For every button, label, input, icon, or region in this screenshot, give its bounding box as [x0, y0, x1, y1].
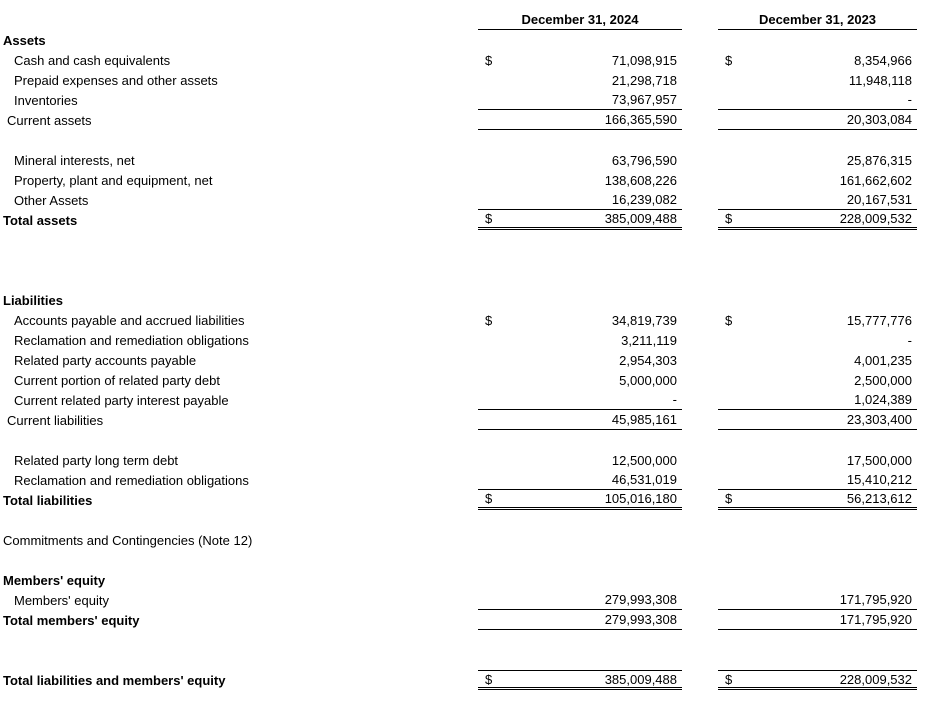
row-label: Reclamation and remediation obligations — [14, 472, 249, 488]
value-cell-2024 — [478, 290, 682, 310]
value-2023: 15,777,776 — [846, 312, 912, 328]
value-2023: 56,213,612 — [846, 491, 912, 506]
value-cell-2024 — [478, 450, 682, 470]
value-2023: 4,001,235 — [854, 352, 912, 368]
row-label: Total members' equity — [3, 612, 140, 628]
currency-symbol-2024: $ — [485, 491, 493, 506]
table-row — [0, 390, 931, 410]
value-cell-2024 — [478, 490, 682, 510]
value-cell-2024 — [478, 70, 682, 90]
row-label: Assets — [3, 32, 46, 48]
spacer-row — [0, 130, 931, 150]
row-label: Inventories — [14, 92, 78, 108]
value-2024: 3,211,119 — [621, 332, 677, 348]
table-row — [0, 490, 931, 510]
value-2024: 166,365,590 — [604, 112, 677, 127]
value-cell-2024 — [478, 350, 682, 370]
value-cell-2023 — [718, 570, 917, 590]
value-cell-2024 — [478, 190, 682, 210]
column-gap — [682, 110, 718, 130]
currency-symbol-2024: $ — [485, 671, 493, 687]
spacer-row — [0, 630, 931, 650]
table-row — [0, 610, 931, 630]
value-cell-2024 — [478, 50, 682, 70]
row-label: Current related party interest payable — [14, 392, 229, 408]
value-cell-2023 — [718, 350, 917, 370]
value-2024: 73,967,957 — [611, 92, 677, 107]
value-cell-2024 — [478, 110, 682, 130]
value-2023: 171,795,920 — [839, 592, 912, 607]
value-2024: 105,016,180 — [604, 491, 677, 506]
value-cell-2023 — [718, 410, 917, 430]
value-cell-2024 — [478, 370, 682, 390]
header-spacer — [0, 10, 478, 30]
column-gap — [682, 590, 718, 610]
value-2023: 228,009,532 — [839, 671, 912, 687]
column-gap — [682, 470, 718, 490]
table-row — [0, 410, 931, 430]
value-cell-2023 — [718, 450, 917, 470]
value-cell-2023 — [718, 50, 917, 70]
value-cell-2024 — [478, 570, 682, 590]
column-gap — [682, 530, 718, 550]
value-cell-2023 — [718, 590, 917, 610]
column-gap — [682, 170, 718, 190]
row-label: Current liabilities — [7, 412, 104, 428]
row-label: Reclamation and remediation obligations — [14, 332, 249, 348]
column-gap — [682, 450, 718, 470]
value-2024: - — [672, 392, 677, 407]
value-2023: 23,303,400 — [846, 412, 912, 427]
row-label: Current assets — [7, 112, 92, 128]
value-2023: 11,948,118 — [848, 72, 912, 88]
column-gap — [682, 290, 718, 310]
value-cell-2024 — [478, 170, 682, 190]
table-row — [0, 670, 931, 690]
row-label: Total liabilities and members' equity — [3, 672, 226, 688]
currency-symbol-2023: $ — [725, 52, 733, 68]
value-2024: 279,993,308 — [604, 612, 677, 627]
column-gap — [682, 670, 718, 690]
currency-symbol-2024: $ — [485, 52, 493, 68]
column-gap — [682, 30, 718, 50]
row-label: Liabilities — [3, 292, 63, 308]
value-2023: 20,303,084 — [846, 112, 912, 127]
value-2024: 45,985,161 — [611, 412, 677, 427]
table-row — [0, 290, 931, 310]
column-gap — [682, 370, 718, 390]
value-2023: 161,662,602 — [839, 172, 912, 188]
table-row — [0, 450, 931, 470]
column-gap — [682, 70, 718, 90]
spacer-row — [0, 550, 931, 570]
row-label: Property, plant and equipment, net — [14, 172, 213, 188]
table-row — [0, 210, 931, 230]
value-2023: 171,795,920 — [839, 612, 912, 627]
column-gap — [682, 10, 718, 30]
value-cell-2024 — [478, 330, 682, 350]
table-row — [0, 370, 931, 390]
value-2024: 279,993,308 — [604, 592, 677, 607]
value-2023: 25,876,315 — [846, 152, 912, 168]
value-cell-2024 — [478, 590, 682, 610]
value-cell-2023 — [718, 30, 917, 50]
table-row — [0, 190, 931, 210]
table-row — [0, 570, 931, 590]
spacer-row — [0, 510, 931, 530]
value-cell-2024 — [478, 470, 682, 490]
spacer-row — [0, 230, 931, 250]
value-cell-2023 — [718, 390, 917, 410]
table-row — [0, 110, 931, 130]
column-gap — [682, 350, 718, 370]
table-row — [0, 470, 931, 490]
currency-symbol-2023: $ — [725, 671, 733, 687]
row-label: Accounts payable and accrued liabilities — [14, 312, 245, 328]
value-2023: 15,410,212 — [846, 472, 912, 487]
value-2023: 20,167,531 — [846, 192, 912, 207]
value-cell-2023 — [718, 530, 917, 550]
value-2023: 8,354,966 — [854, 52, 912, 68]
value-cell-2024 — [478, 30, 682, 50]
value-cell-2023 — [718, 610, 917, 630]
value-2024: 71,098,915 — [611, 52, 677, 68]
currency-symbol-2023: $ — [725, 491, 733, 506]
value-cell-2023 — [718, 190, 917, 210]
value-2023: 2,500,000 — [854, 372, 912, 388]
value-cell-2023 — [718, 470, 917, 490]
col-header-2024: December 31, 2024 — [478, 10, 682, 30]
value-cell-2024 — [478, 410, 682, 430]
table-row — [0, 70, 931, 90]
column-gap — [682, 410, 718, 430]
currency-symbol-2023: $ — [725, 312, 733, 328]
value-2024: 63,796,590 — [611, 152, 677, 168]
table-row — [0, 90, 931, 110]
value-cell-2023 — [718, 110, 917, 130]
value-cell-2023 — [718, 310, 917, 330]
value-2024: 34,819,739 — [611, 312, 677, 328]
value-2024: 2,954,303 — [619, 352, 677, 368]
row-container — [0, 30, 931, 690]
value-cell-2024 — [478, 150, 682, 170]
value-2024: 138,608,226 — [604, 172, 677, 188]
value-2024: 21,298,718 — [611, 72, 677, 88]
row-label: Prepaid expenses and other assets — [14, 72, 218, 88]
row-label: Total liabilities — [3, 492, 93, 508]
row-label: Commitments and Contingencies (Note 12) — [3, 532, 253, 548]
table-row — [0, 330, 931, 350]
table-row — [0, 310, 931, 330]
column-gap — [682, 330, 718, 350]
value-2023: 1,024,389 — [854, 392, 912, 407]
value-2023: 228,009,532 — [839, 211, 912, 226]
column-gap — [682, 50, 718, 70]
row-label: Related party long term debt — [14, 452, 179, 468]
column-gap — [682, 570, 718, 590]
value-cell-2024 — [478, 210, 682, 230]
column-gap — [682, 190, 718, 210]
value-cell-2023 — [718, 290, 917, 310]
value-cell-2024 — [478, 670, 682, 690]
spacer-row — [0, 270, 931, 290]
column-gap — [682, 310, 718, 330]
value-2024: 16,239,082 — [611, 192, 677, 207]
value-cell-2023 — [718, 670, 917, 690]
spacer-row — [0, 250, 931, 270]
value-2024: 12,500,000 — [611, 452, 677, 468]
table-row — [0, 150, 931, 170]
value-cell-2024 — [478, 610, 682, 630]
column-gap — [682, 90, 718, 110]
currency-symbol-2024: $ — [485, 312, 493, 328]
row-label: Cash and cash equivalents — [14, 52, 171, 68]
table-row — [0, 170, 931, 190]
value-2024: 5,000,000 — [619, 372, 677, 388]
column-gap — [682, 490, 718, 510]
table-row — [0, 590, 931, 610]
value-cell-2024 — [478, 530, 682, 550]
row-label: Current portion of related party debt — [14, 372, 220, 388]
row-label: Members' equity — [3, 572, 106, 588]
spacer-row — [0, 650, 931, 670]
currency-symbol-2023: $ — [725, 211, 733, 226]
value-2023: - — [907, 92, 912, 107]
spacer-row — [0, 430, 931, 450]
value-cell-2024 — [478, 310, 682, 330]
column-gap — [682, 210, 718, 230]
row-label: Mineral interests, net — [14, 152, 135, 168]
value-cell-2024 — [478, 90, 682, 110]
value-2024: 46,531,019 — [611, 472, 677, 487]
value-cell-2023 — [718, 370, 917, 390]
value-cell-2023 — [718, 210, 917, 230]
table-row — [0, 50, 931, 70]
value-2024: 385,009,488 — [604, 211, 677, 226]
row-label: Members' equity — [14, 592, 109, 608]
value-cell-2023 — [718, 70, 917, 90]
currency-symbol-2024: $ — [485, 211, 493, 226]
value-2023: 17,500,000 — [846, 452, 912, 468]
value-2024: 385,009,488 — [604, 671, 677, 687]
column-gap — [682, 150, 718, 170]
value-cell-2024 — [478, 390, 682, 410]
table-row — [0, 30, 931, 50]
value-cell-2023 — [718, 490, 917, 510]
value-cell-2023 — [718, 90, 917, 110]
column-gap — [682, 390, 718, 410]
column-gap — [682, 610, 718, 630]
row-label: Other Assets — [14, 192, 89, 208]
value-cell-2023 — [718, 170, 917, 190]
col-header-2023: December 31, 2023 — [718, 10, 917, 30]
value-cell-2023 — [718, 330, 917, 350]
value-2023: - — [907, 332, 912, 348]
table-row — [0, 350, 931, 370]
row-label: Related party accounts payable — [14, 352, 197, 368]
header-row — [0, 10, 931, 30]
row-label: Total assets — [3, 212, 78, 228]
value-cell-2023 — [718, 150, 917, 170]
table-row — [0, 530, 931, 550]
